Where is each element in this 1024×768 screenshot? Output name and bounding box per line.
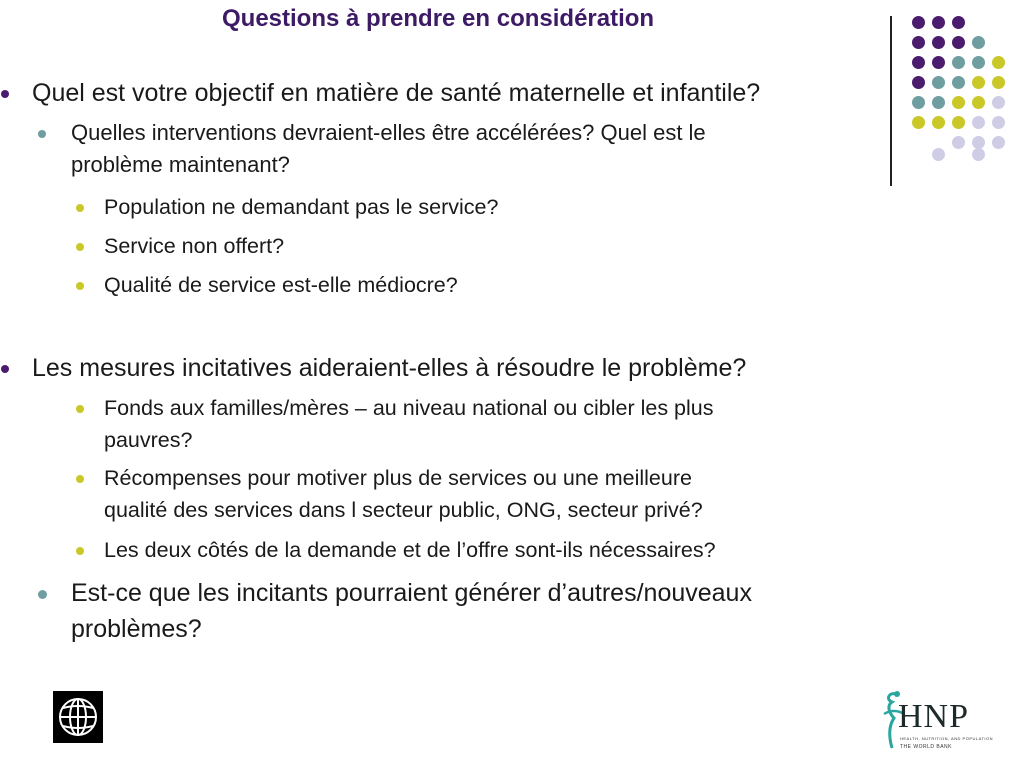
world-bank-globe-logo: [53, 691, 103, 743]
bullet-dot: [1, 365, 9, 373]
bullet-dot: [38, 130, 46, 138]
bullet-dot: [76, 547, 84, 555]
hnp-letters: HNP: [898, 698, 970, 735]
bullet-dot: [76, 405, 84, 413]
bullet-text-line: Récompenses pour motiver plus de services ou une meilleure: [104, 466, 692, 490]
bullet-dot: [76, 475, 84, 483]
hnp-logo: [876, 688, 994, 752]
bullet-text: Quel est votre objectif en matière de santé maternelle et infantile?: [32, 79, 761, 107]
bullet-text-line: pauvres?: [104, 428, 193, 452]
slide-title: Questions à prendre en considération: [222, 5, 655, 32]
bullet-dot: [76, 243, 84, 251]
bullet-text: Les deux côtés de la demande et de l’offre sont-ils nécessaires?: [104, 538, 716, 562]
bullet-text: Service non offert?: [104, 234, 285, 258]
bullet-dot: [38, 590, 47, 599]
bullet-dot: [76, 204, 84, 212]
bullet-text-line: qualité des services dans l secteur public, ONG, secteur privé?: [104, 498, 703, 522]
bullet-text: Les mesures incitatives aideraient-elles à résoudre le problème?: [32, 354, 747, 382]
bullet-text-line: problèmes?: [71, 615, 202, 643]
bullet-dot: [1, 90, 9, 98]
bullet-text: Population ne demandant pas le service?: [104, 195, 499, 219]
bullet-text-line: Est-ce que les incitants pourraient générer d’autres/nouveaux: [71, 579, 752, 607]
globe-icon: [53, 691, 103, 743]
hnp-footer: THE WORLD BANK: [900, 744, 953, 750]
bullet-text-line: problème maintenant?: [71, 152, 290, 177]
bullet-text: Qualité de service est-elle médiocre?: [104, 273, 458, 297]
bullet-dot: [76, 282, 84, 290]
bullet-text-line: Fonds aux familles/mères – au niveau national ou cibler les plus: [104, 396, 714, 420]
hnp-subtext: HEALTH, NUTRITION, AND POPULATION: [900, 736, 994, 741]
bullet-text-line: Quelles interventions devraient-elles être accélérées? Quel est le: [71, 120, 706, 145]
